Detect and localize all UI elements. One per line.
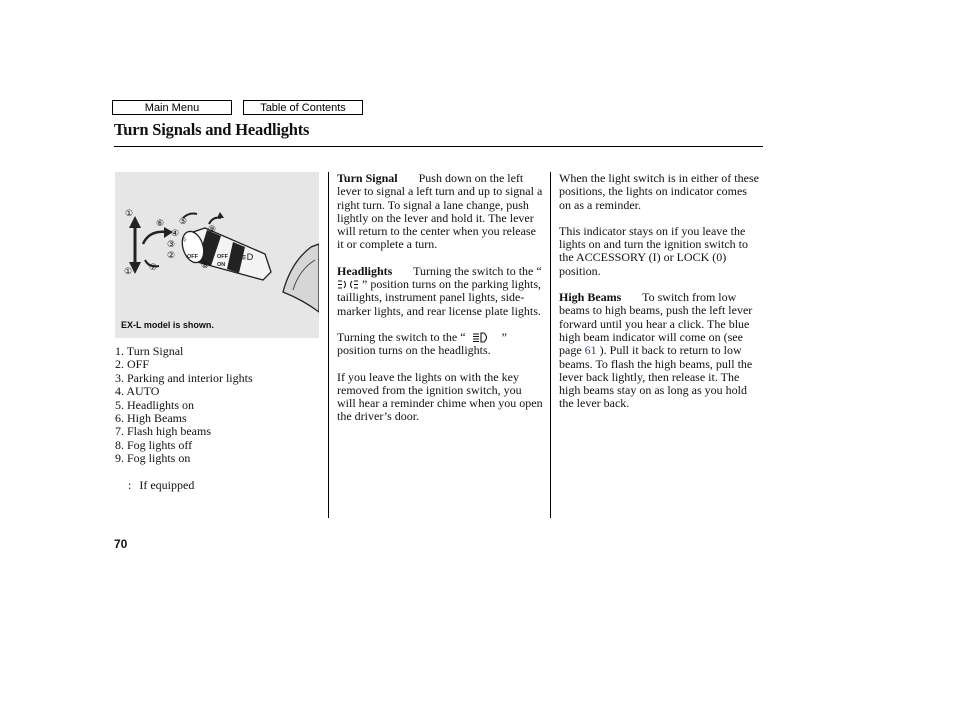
high-beams-text-start: To switch from low beams to high beams, push the left lever forward until you hear a click. The blue high beam indicator will come on (see page [559,290,753,358]
main-menu-button[interactable]: Main Menu [112,100,232,115]
headlights-text-end: ” position turns on the parking lights, taillights, instrument panel lights, side-marker lights, and rear license plate lights. [337,277,541,318]
callout-3: ③ [167,240,176,250]
callout-1-bottom: ① [124,267,133,277]
indicator-stays-paragraph: This indicator stays on if you leave the lights on and turn the ignition switch to the ACCESSORY (I) or LOCK (0) position. [559,223,748,278]
high-beams-text-end: ). Pull it back to return to low beams. To flash the high beams, pull the lever back lightly, then release it. The high beams stay on as long as you hold the lever back. [559,343,753,411]
turning-text-start: Turning the switch to the “ [337,329,466,344]
page-title: Turn Signals and Headlights [114,120,310,139]
callout-7: ⑦ [149,263,158,273]
callout-8: ⑧ [201,261,210,271]
page-61-link[interactable]: 61 [584,343,597,358]
parking-lights-icon [337,279,359,290]
column-2 [337,172,543,437]
turn-signal-text: Push down on the left lever to signal a left turn and up to signal a right turn. To signal a lane change, push lightly on the lever and hold it. The lever will return to the center when you release it or complete a turn. [337,171,543,252]
title-divider [114,146,763,147]
page-number: 70 [114,537,128,551]
legend-item: 1. Turn Signal [115,344,184,358]
headlight-icon [472,332,490,343]
turning-text-end: ” position turns on the headlights. [337,329,507,358]
headlights-heading: Headlights [337,263,393,278]
footnote-marker: : [128,478,132,492]
figure-caption: EX-L model is shown. [121,320,214,330]
turning-paragraph [337,331,543,358]
switch-label-off-left: OFF [187,254,198,260]
legend-item: 6. High Beams [115,411,187,426]
legend-list [115,345,253,466]
high-beams-paragraph [559,291,759,411]
svg-text:≡D: ≡D [239,253,254,263]
legend-item: 4. AUTO [115,384,160,399]
switch-label-off-right: OFF [217,254,228,260]
turn-signal-lever-illustration [115,172,319,338]
footnote [128,478,194,493]
legend-item: 5. Headlights on [115,397,194,412]
legend-item: 7. Flash high beams [115,424,211,439]
callout-4: ④ [171,229,180,239]
legend-item: 9. Fog lights on [115,451,191,466]
legend-item: 3. Parking and interior lights [115,370,253,385]
column-3 [559,172,759,424]
callout-1-top: ① [125,209,134,219]
callout-9: ⑨ [208,225,217,235]
switch-label-on-right: ON [217,262,226,268]
column-divider-1 [328,172,329,518]
callout-5: ⑤ [179,217,188,227]
headlights-paragraph [337,265,543,318]
callout-2: ② [167,251,176,261]
high-beams-heading: High Beams [559,290,622,305]
legend-item: 2. OFF [115,357,150,372]
column-divider-2 [550,172,551,518]
turn-signal-paragraph [337,172,543,252]
legend-item: 8. Fog lights off [115,437,193,452]
svg-text:☼: ☼ [181,236,188,244]
indicator-paragraph: When the light switch is in either of these positions, the lights on indicator comes on as a reminder. [559,171,759,212]
headlights-text-start: Turning the switch to the “ [413,263,542,278]
table-of-contents-button[interactable]: Table of Contents [243,100,363,115]
callout-6: ⑥ [156,219,165,229]
footnote-text: If equipped [139,478,195,492]
turn-signal-heading: Turn Signal [337,171,398,185]
reminder-chime-paragraph: If you leave the lights on with the key removed from the ignition switch, you will hear a reminder chime when you open the driver’s door. [337,369,543,424]
